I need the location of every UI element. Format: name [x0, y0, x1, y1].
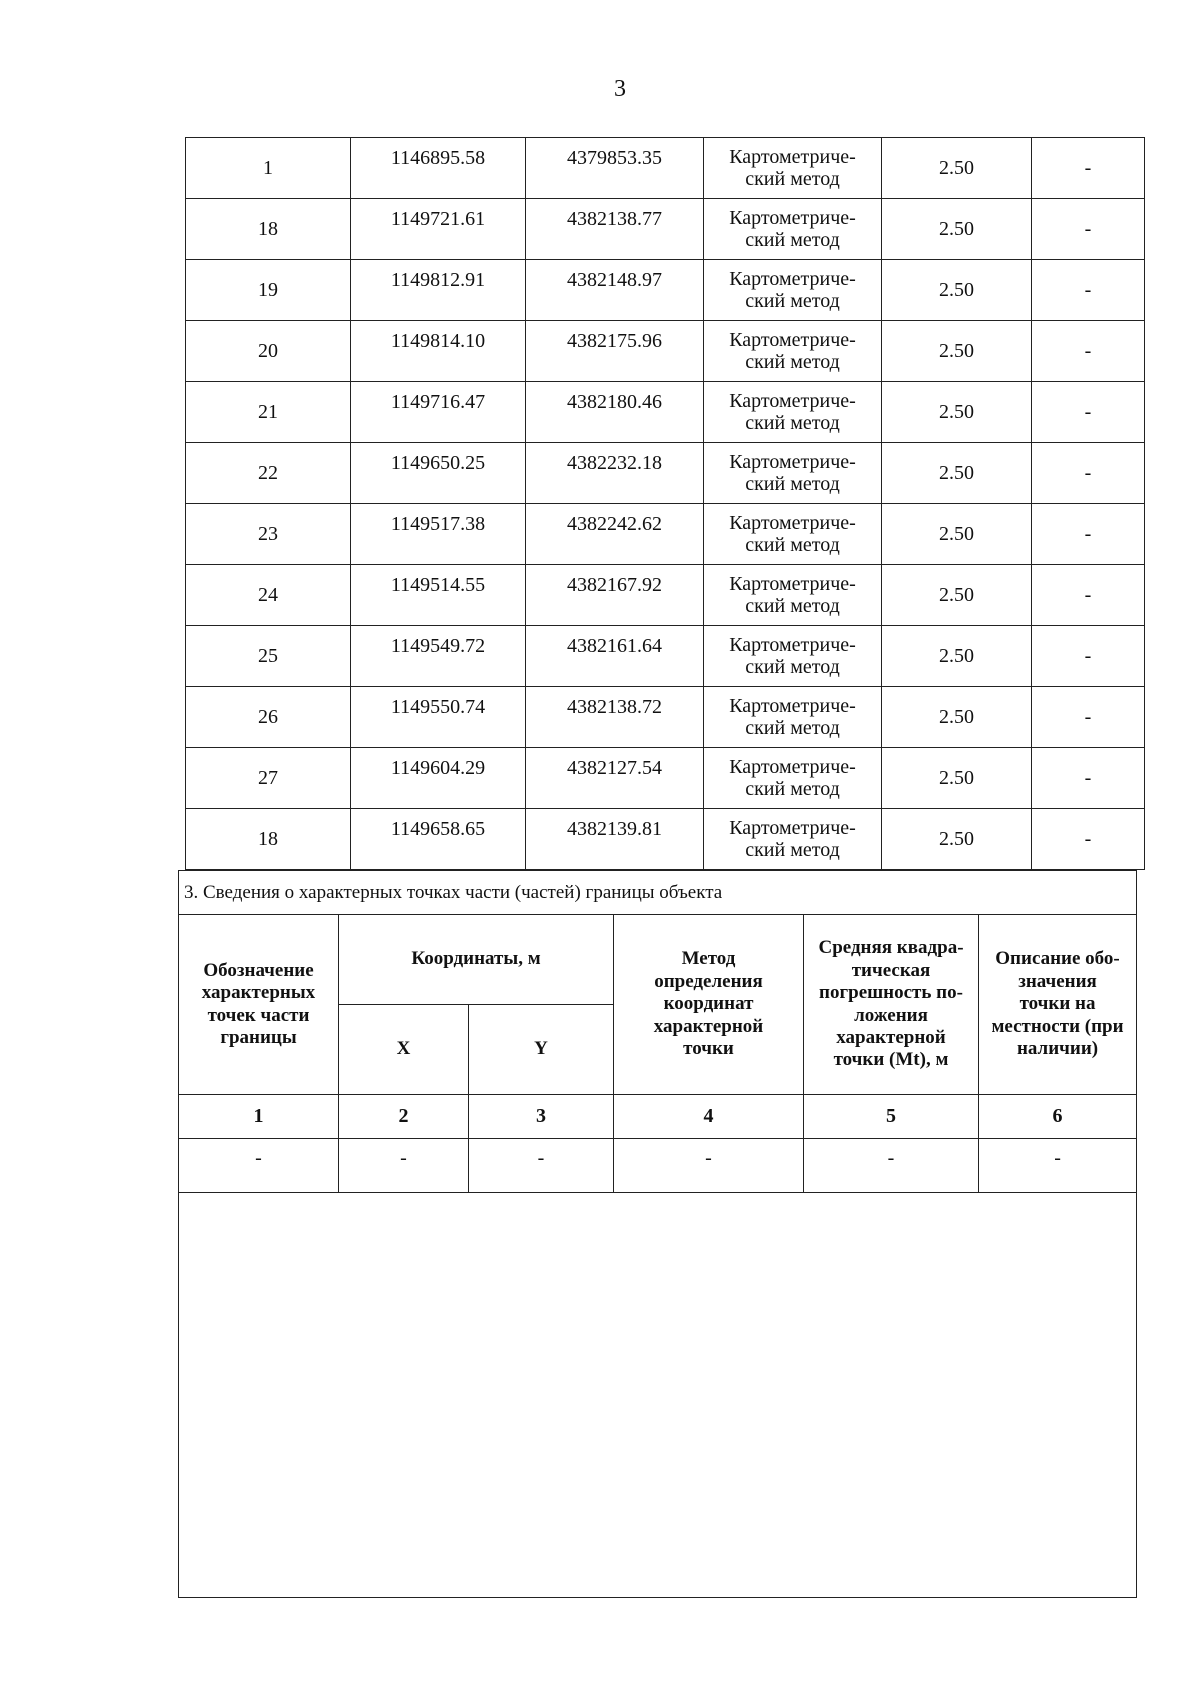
header-designation-line: границы: [220, 1026, 297, 1048]
x-coordinate-cell: 1149550.74: [351, 687, 526, 748]
description-cell: -: [1032, 382, 1145, 443]
point-cell: 27: [186, 748, 351, 809]
column-number: 1: [179, 1095, 339, 1139]
description-cell: -: [1032, 626, 1145, 687]
x-coordinate-cell: 1149658.65: [351, 809, 526, 870]
mt-cell: 2.50: [882, 199, 1032, 260]
method-cell: [704, 626, 882, 687]
method-line: Картометриче-: [729, 756, 856, 778]
method-cell: [704, 443, 882, 504]
header-description-line: точки на: [1019, 993, 1096, 1015]
method-line: ский метод: [745, 595, 840, 617]
method-line: Картометриче-: [729, 268, 856, 290]
column-number: 6: [979, 1095, 1137, 1139]
x-coordinate-cell: 1149716.47: [351, 382, 526, 443]
y-coordinate-cell: 4382180.46: [526, 382, 704, 443]
column-number: 4: [614, 1095, 804, 1139]
method-cell: [704, 382, 882, 443]
method-cell: [704, 199, 882, 260]
header-designation-line: точек части: [207, 1004, 310, 1026]
blank-area: [179, 1193, 1137, 1598]
coordinate-row: [186, 443, 1145, 504]
mt-cell: 2.50: [882, 626, 1032, 687]
method-cell: [704, 809, 882, 870]
mt-cell: 2.50: [882, 809, 1032, 870]
header-method-line: координат: [663, 993, 754, 1015]
mt-cell: 2.50: [882, 687, 1032, 748]
header-description-line: местности (при: [991, 1015, 1124, 1037]
x-coordinate-cell: 1149514.55: [351, 565, 526, 626]
coordinate-row: [186, 199, 1145, 260]
section3-table: [178, 870, 1137, 1598]
method-line: ский метод: [745, 229, 840, 251]
empty-cell: -: [979, 1139, 1137, 1193]
method-line: ский метод: [745, 412, 840, 434]
header-method-line: определения: [654, 970, 763, 992]
header-rms-line: ложения: [854, 1004, 928, 1026]
header-method-line: точки: [683, 1038, 734, 1060]
coordinate-row: [186, 809, 1145, 870]
point-cell: 1: [186, 138, 351, 199]
method-line: Картометриче-: [729, 573, 856, 595]
header-description-line: значения: [1018, 970, 1097, 992]
header-rms-line: Средняя квадра-: [818, 937, 964, 959]
y-coordinate-cell: 4382175.96: [526, 321, 704, 382]
description-cell: -: [1032, 565, 1145, 626]
coordinate-row: [186, 321, 1145, 382]
method-line: ский метод: [745, 534, 840, 556]
y-coordinate-cell: 4382242.62: [526, 504, 704, 565]
description-cell: -: [1032, 687, 1145, 748]
point-cell: 18: [186, 199, 351, 260]
y-coordinate-cell: 4382138.72: [526, 687, 704, 748]
description-cell: -: [1032, 260, 1145, 321]
method-line: ский метод: [745, 778, 840, 800]
column-number: 2: [339, 1095, 469, 1139]
mt-cell: 2.50: [882, 138, 1032, 199]
column-number: 3: [469, 1095, 614, 1139]
description-cell: -: [1032, 443, 1145, 504]
coordinate-row: [186, 626, 1145, 687]
y-coordinate-cell: 4382167.92: [526, 565, 704, 626]
method-line: Картометриче-: [729, 817, 856, 839]
x-coordinate-cell: 1149549.72: [351, 626, 526, 687]
header-method-line: характерной: [653, 1015, 764, 1037]
header-method: [614, 915, 804, 1095]
x-coordinate-cell: 1149721.61: [351, 199, 526, 260]
mt-cell: 2.50: [882, 565, 1032, 626]
header-description: [979, 915, 1137, 1095]
header-description-line: Описание обо-: [995, 948, 1120, 970]
mt-cell: 2.50: [882, 443, 1032, 504]
point-cell: 23: [186, 504, 351, 565]
point-cell: 18: [186, 809, 351, 870]
coordinate-row: [186, 382, 1145, 443]
coordinate-row: [186, 565, 1145, 626]
method-cell: [704, 504, 882, 565]
header-rms-error: [804, 915, 979, 1095]
method-line: Картометриче-: [729, 634, 856, 656]
method-cell: [704, 565, 882, 626]
point-cell: 19: [186, 260, 351, 321]
coordinates-table: [185, 137, 1145, 870]
empty-cell: -: [179, 1139, 339, 1193]
method-line: Картометриче-: [729, 512, 856, 534]
method-line: Картометриче-: [729, 146, 856, 168]
description-cell: -: [1032, 809, 1145, 870]
coordinates-table-body: [186, 138, 1145, 870]
y-coordinate-cell: 4382138.77: [526, 199, 704, 260]
coordinate-row: [186, 138, 1145, 199]
empty-cell: -: [804, 1139, 979, 1193]
point-cell: 24: [186, 565, 351, 626]
method-line: ский метод: [745, 656, 840, 678]
mt-cell: 2.50: [882, 504, 1032, 565]
y-coordinate-cell: 4379853.35: [526, 138, 704, 199]
header-designation-line: характерных: [201, 982, 316, 1004]
header-designation: [179, 915, 339, 1095]
method-line: Картометриче-: [729, 207, 856, 229]
method-line: Картометриче-: [729, 695, 856, 717]
empty-cell: -: [469, 1139, 614, 1193]
method-cell: [704, 260, 882, 321]
description-cell: -: [1032, 504, 1145, 565]
header-rms-line: тическая: [851, 959, 931, 981]
description-cell: -: [1032, 321, 1145, 382]
method-line: ский метод: [745, 168, 840, 190]
y-coordinate-cell: 4382139.81: [526, 809, 704, 870]
mt-cell: 2.50: [882, 260, 1032, 321]
coordinate-row: [186, 504, 1145, 565]
y-coordinate-cell: 4382127.54: [526, 748, 704, 809]
coordinate-row: [186, 748, 1145, 809]
method-line: ский метод: [745, 351, 840, 373]
method-cell: [704, 138, 882, 199]
point-cell: 26: [186, 687, 351, 748]
method-line: Картометриче-: [729, 390, 856, 412]
header-rms-line: точки (Mt), м: [833, 1049, 949, 1071]
method-line: ский метод: [745, 717, 840, 739]
header-rms-line: характерной: [836, 1026, 946, 1048]
point-cell: 25: [186, 626, 351, 687]
x-coordinate-cell: 1149604.29: [351, 748, 526, 809]
method-cell: [704, 321, 882, 382]
method-line: Картометриче-: [729, 329, 856, 351]
description-cell: -: [1032, 748, 1145, 809]
header-coordinates: Координаты, м: [339, 915, 614, 1005]
method-line: ский метод: [745, 290, 840, 312]
column-number: 5: [804, 1095, 979, 1139]
point-cell: 20: [186, 321, 351, 382]
x-coordinate-cell: 1149814.10: [351, 321, 526, 382]
coordinate-row: [186, 260, 1145, 321]
method-line: ский метод: [745, 839, 840, 861]
mt-cell: 2.50: [882, 321, 1032, 382]
empty-cell: -: [614, 1139, 804, 1193]
x-coordinate-cell: 1149517.38: [351, 504, 526, 565]
y-coordinate-cell: 4382232.18: [526, 443, 704, 504]
coordinate-row: [186, 687, 1145, 748]
header-x: X: [339, 1005, 469, 1095]
page-number: 3: [614, 76, 626, 102]
header-rms-line: погрешность по-: [819, 982, 963, 1004]
section3-title: 3. Сведения о характерных точках части (частей) границы объекта: [179, 871, 1137, 915]
x-coordinate-cell: 1149812.91: [351, 260, 526, 321]
y-coordinate-cell: 4382161.64: [526, 626, 704, 687]
y-coordinate-cell: 4382148.97: [526, 260, 704, 321]
point-cell: 21: [186, 382, 351, 443]
method-cell: [704, 748, 882, 809]
empty-cell: -: [339, 1139, 469, 1193]
mt-cell: 2.50: [882, 382, 1032, 443]
method-line: Картометриче-: [729, 451, 856, 473]
method-cell: [704, 687, 882, 748]
method-line: ский метод: [745, 473, 840, 495]
x-coordinate-cell: 1149650.25: [351, 443, 526, 504]
header-y: Y: [469, 1005, 614, 1095]
description-cell: -: [1032, 138, 1145, 199]
header-method-line: Метод: [681, 948, 736, 970]
mt-cell: 2.50: [882, 748, 1032, 809]
description-cell: -: [1032, 199, 1145, 260]
header-description-line: наличии): [1016, 1038, 1099, 1060]
point-cell: 22: [186, 443, 351, 504]
x-coordinate-cell: 1146895.58: [351, 138, 526, 199]
header-designation-line: Обозначение: [203, 959, 314, 981]
